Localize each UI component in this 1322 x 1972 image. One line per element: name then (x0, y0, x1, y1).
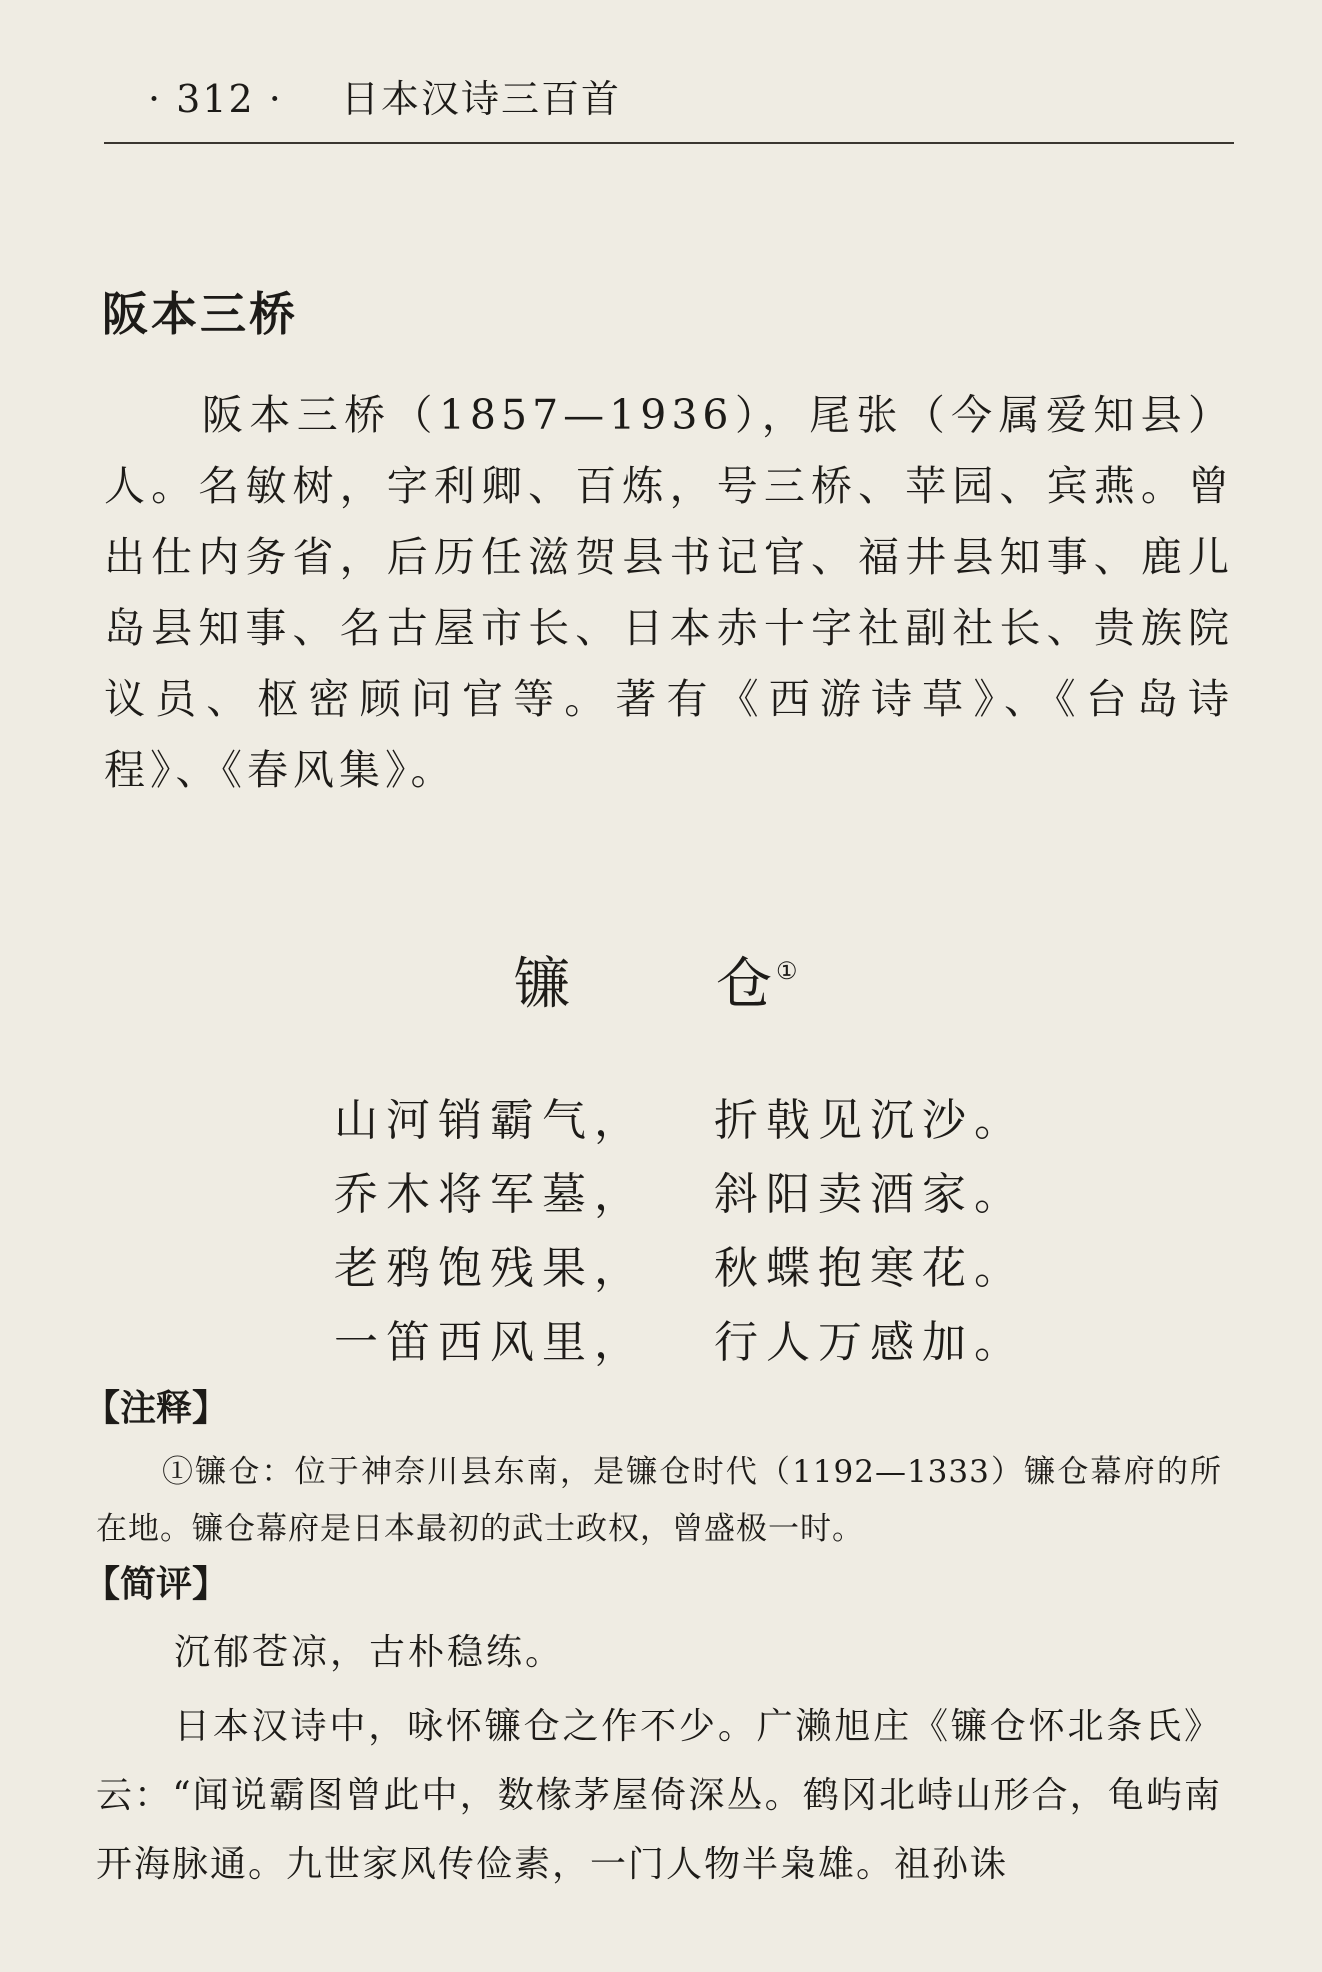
header-rule (104, 142, 1234, 144)
poem-line-left: 乔木将军墓， (334, 1169, 646, 1220)
footnote-marker: ① (776, 957, 802, 985)
author-bio: 阪本三桥（1857—1936），尾张（今属爱知县）人。名敏树，字利卿、百炼，号三桥、苹园、宾燕。曾出仕内务省，后历任滋贺县书记官、福井县知事、鹿儿岛县知事、名古屋市长、日本赤十字社副社长、贵族院议员、枢密顾问官等。著有《西游诗草》、《台岛诗程》、《春风集》。 (104, 391, 1234, 794)
running-header (148, 68, 621, 123)
commentary-paragraph: 日本汉诗中，咏怀镰仓之作不少。广濑旭庄《镰仓怀北条氏》云：“闻说霸图曾此中，数椽茅屋倚深丛。鹤冈北峙山形合，龟屿南开海脉通。九世家风传俭素，一门人物半枭雄。祖孙诛 (96, 1706, 1222, 1885)
poem-title-char-1: 镰 (514, 952, 574, 1017)
poem-line-left: 一笛西风里， (334, 1317, 646, 1368)
poem-title-char-2: 仓 (716, 952, 776, 1017)
poem-line-right: 斜阳卖酒家。 (714, 1169, 1026, 1220)
poem-line (334, 1084, 1026, 1158)
poem-line (334, 1158, 1026, 1232)
commentary-heading: 【简评】 (84, 1564, 229, 1605)
author-heading: 阪本三桥 (102, 287, 298, 341)
poem-line (334, 1306, 1026, 1380)
book-title: 日本汉诗三百首 (340, 77, 621, 121)
notes-text: ①镰仓：位于神奈川县东南，是镰仓时代（1192—1333）镰仓幕府的所在地。镰仓幕府是日本最初的武士政权，曾盛极一时。 (96, 1454, 1222, 1547)
poem-line-right: 秋蝶抱寒花。 (714, 1243, 1026, 1294)
poem-line-right: 行人万感加。 (714, 1317, 1026, 1368)
poem-line-right: 折戟见沉沙。 (714, 1095, 1026, 1146)
poem-line (334, 1232, 1026, 1306)
poem-title (514, 940, 802, 1020)
poem-body (334, 1084, 1026, 1380)
notes-heading: 【注释】 (84, 1388, 229, 1429)
poem-line-left: 山河销霸气， (334, 1095, 646, 1146)
commentary-summary: 沉郁苍凉，古朴稳练。 (174, 1632, 565, 1673)
poem-line-left: 老鸦饱残果， (334, 1243, 646, 1294)
page-number: · 312 · (148, 77, 283, 121)
